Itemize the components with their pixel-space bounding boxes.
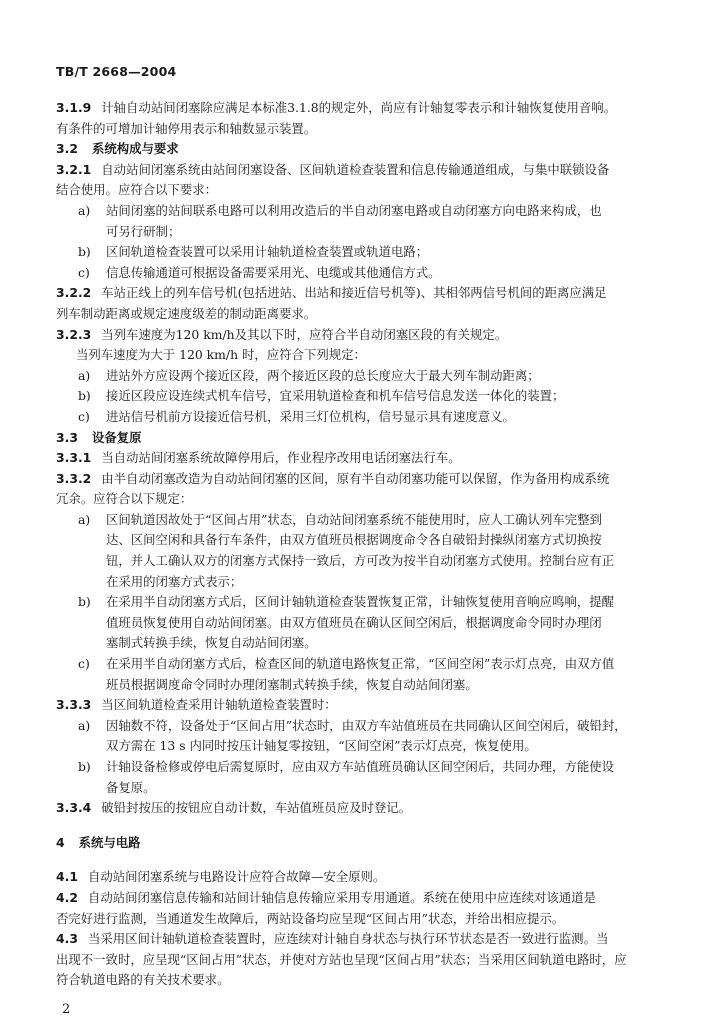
list-marker: b) [78,594,91,610]
clause-paragraph [56,469,646,490]
document-body [56,98,646,991]
clause-number: 3.2.1 [56,161,92,177]
section-title: 系统与电路 [78,834,141,850]
section-title: 系统构成与要求 [91,141,179,157]
clause-text: 车站正线上的列车信号机(包括进站、出站和接近信号机等)、其相邻两信号机间的距离应满足 [101,285,607,301]
list-item [56,201,646,222]
list-item-text: 区间轨道因故处于“区间占用”状态，自动站间闭塞系统不能使用时，应人工确认列车完整到 [106,511,602,527]
clause-number: 3.2 [56,141,78,157]
list-item-continuation: 塞制式转换手续，恢复自动站间闭塞。 [106,635,317,651]
section-heading [56,428,646,449]
paragraph-continuation: 否完好进行监测，当通道发生故障后，两站设备均应呈现“区间占用”状态，并给出相应提示。 [56,910,565,926]
clause-text: 自动站间闭塞系统与电路设计应符合故障—安全原则。 [87,869,386,885]
list-item [56,366,646,387]
clause-number: 3.3.4 [56,800,92,816]
list-item [56,592,646,613]
clause-number: 3.3.1 [56,450,92,466]
list-marker: b) [78,244,91,260]
list-item [56,510,646,531]
section-title: 设备复原 [91,429,142,445]
list-item-continuation: 钮，并人工确认双方的闭塞方式保持一致后，方可改为按半自动闭塞方式使用。控制台应有正 [106,553,615,569]
document-code: TB/T 2668—2004 [56,64,177,79]
list-item-continuation: 值班员恢复使用自动站间闭塞。由双方值班员在确认区间空闲后，根据调度命令同时办理闭 [106,614,602,630]
section-gap [56,853,646,867]
paragraph-continuation: 结合使用。应符合以下要求： [56,182,218,198]
clause-number: 4.1 [56,869,78,885]
clause-number: 3.2.3 [56,326,92,342]
list-item-continuation: 可另行研制； [106,223,181,239]
list-item [56,716,646,737]
clause-paragraph [56,867,646,888]
paragraph-continuation: 当列车速度为大于 120 km/h 时，应符合下列规定： [76,347,366,363]
list-item-text: 计轴设备检修或停电后需复原时，应由双方车站值班员确认区间空闲后，共同办理，方能使设 [106,759,615,774]
list-item-text: 在采用半自动闭塞方式后，检查区间的轨道电路恢复正常，“区间空闲”表示灯点亮，由双方值 [106,656,615,672]
list-marker: a) [78,717,91,733]
list-item-text: 信息传输通道可根据设备需要采用光、电缆或其他通信方式。 [106,264,441,280]
clause-text: 当区间轨道检查采用计轴轨道检查装置时： [101,697,337,713]
list-item [56,242,646,263]
paragraph-continuation: 冗余。应符合以下规定： [56,491,193,507]
clause-text: 破铅封按压的按钮应自动计数，车站值班员应及时登记。 [101,800,412,816]
clause-paragraph [56,695,646,716]
list-item-text: 区间轨道检查装置可以采用计轴轨道检查装置或轨道电路； [106,244,429,260]
clause-text: 当采用区间计轴轨道检查装置时，应连续对计轴自身状态与执行环节状态是否一致进行监测。当 [87,931,609,947]
clause-number: 3.3.3 [56,697,92,713]
paragraph-continuation: 符合轨道电路的有关技术要求。 [56,972,230,988]
clause-text: 当自动站间闭塞系统故障停用后，作业程序改用电话闭塞法行车。 [101,450,461,466]
clause-number: 3.1.9 [56,100,92,115]
clause-number: 3.3 [56,429,78,445]
section-heading [56,833,646,854]
clause-text: 当列车速度为120 km/h及其以下时，应符合半自动闭塞区段的有关规定。 [101,326,508,342]
list-item [56,407,646,428]
section-heading [56,139,646,160]
list-item [56,386,646,407]
page-number: 2 [62,1002,71,1017]
clause-paragraph [56,98,646,119]
clause-paragraph [56,160,646,181]
clause-number: 3.2.2 [56,285,92,301]
list-marker: c) [78,408,90,424]
list-item-continuation: 双方需在 13 s 内同时按压计轴复零按钮，“区间空闲”表示灯点亮，恢复使用。 [106,738,537,754]
list-item [56,263,646,284]
list-item-text: 在采用半自动闭塞方式后，区间计轴轨道检查装置恢复正常，计轴恢复使用音响应鸣响，提醒 [106,594,615,610]
clause-number: 4 [56,834,65,850]
list-marker: a) [78,367,91,383]
list-item-continuation: 班员根据调度命令同时办理闭塞制式转换手续，恢复自动站间闭塞。 [106,676,478,692]
clause-text: 自动站间闭塞信息传输和站间计轴信息传输应采用专用通道。系统在使用中应连续对该通道是 [87,889,596,905]
clause-text: 由半自动闭塞改造为自动站间闭塞的区间，原有半自动闭塞功能可以保留，作为备用构成系统 [101,470,610,486]
clause-number: 3.3.2 [56,470,92,486]
clause-paragraph [56,283,646,304]
clause-text: 计轴自动站间闭塞除应满足本标准3.1.8的规定外，尚应有计轴复零表示和计轴恢复使用音响。 [101,100,617,115]
list-item-continuation: 备复原。 [106,779,156,795]
list-item [56,654,646,675]
clause-text: 自动站间闭塞系统由站间闭塞设备、区间轨道检查装置和信息传输通道组成，与集中联锁设备 [101,161,610,177]
paragraph-continuation: 出现不一致时，应呈现“区间占用”状态，并使对方站也呈现“区间占用”状态；当采用区间轨道电路时，应 [56,951,627,967]
list-item-text: 进站外方应设两个接近区段，两个接近区段的总长度应大于最大列车制动距离； [106,367,540,383]
list-item-continuation: 达、区间空闲和具备行车条件，由双方值班员根据调度命令各自破铅封操纵闭塞方式切换按 [106,532,602,548]
list-marker: a) [78,202,91,218]
list-item-continuation: 在采用的闭塞方式表示； [106,573,243,589]
paragraph-continuation: 列车制动距离或规定速度级差的制动距离要求。 [56,305,317,321]
list-item-text: 站间闭塞的站间联系电路可以利用改造后的半自动闭塞电路或自动闭塞方向电路来构成，也 [106,202,602,218]
list-marker: a) [78,511,91,527]
list-item-text: 接近区段应设连续式机车信号，宜采用轨道检查和机车信号信息发送一体化的装置； [106,388,565,404]
list-item [56,757,646,778]
clause-number: 4.2 [56,889,78,905]
list-marker: c) [78,656,90,672]
list-marker: b) [78,759,91,774]
section-gap [56,819,646,833]
list-marker: c) [78,264,90,280]
clause-paragraph [56,448,646,469]
clause-number: 4.3 [56,931,78,947]
paragraph-continuation: 有条件的可增加计轴停用表示和轴数显示装置。 [56,120,317,136]
clause-paragraph [56,325,646,346]
clause-paragraph [56,798,646,819]
list-item-text: 进站信号机前方设接近信号机，采用三灯位机构，信号显示具有速度意义。 [106,408,515,424]
clause-paragraph [56,888,646,909]
list-marker: b) [78,388,91,404]
clause-paragraph [56,929,646,950]
list-item-text: 因轴数不符，设备处于“区间占用”状态时，由双方车站值班员在共同确认区间空闲后，破铅封， [106,717,627,733]
